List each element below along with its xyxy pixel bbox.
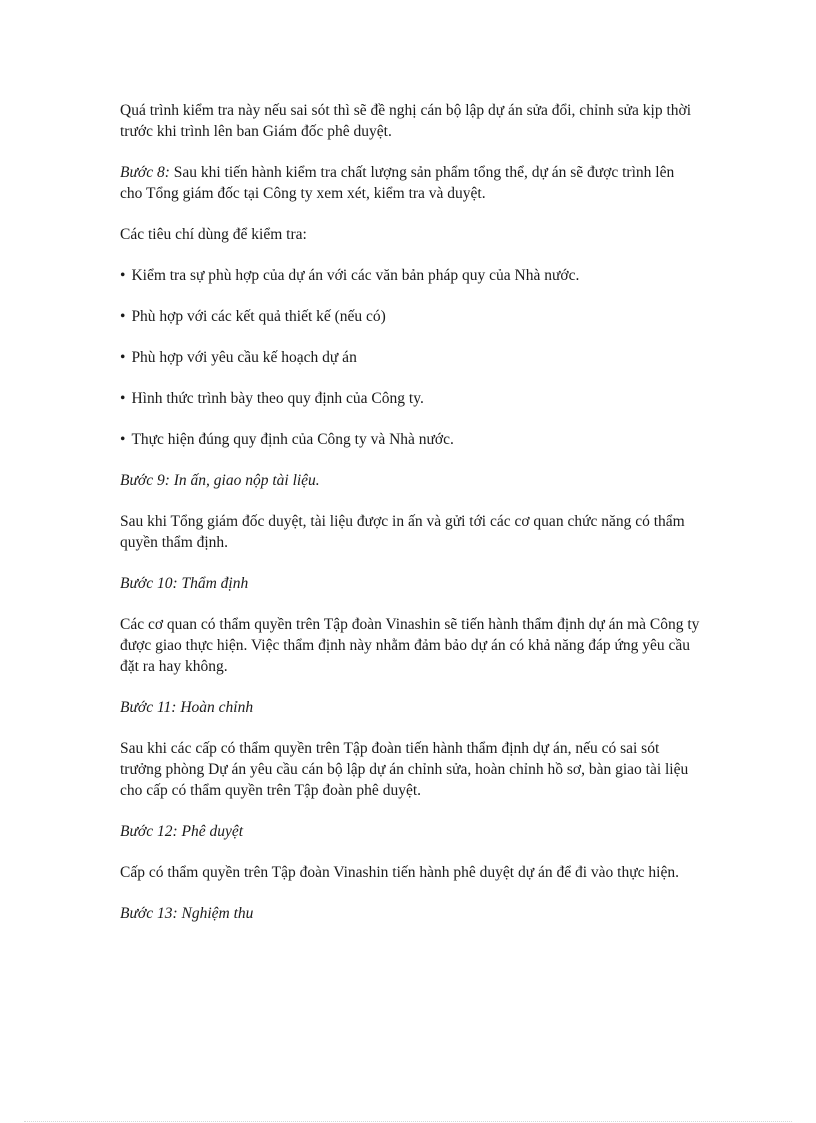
step-9-heading: Bước 9: In ấn, giao nộp tài liệu.	[120, 472, 320, 489]
step-9-text: Sau khi Tổng giám đốc duyệt, tài liệu được in ấn và gửi tới các cơ quan chức năng có thẩm quyền thẩm định.	[120, 513, 685, 551]
step-11-heading: Bước 11: Hoàn chỉnh	[120, 699, 254, 716]
step-10-heading: Bước 10: Thẩm định	[120, 575, 249, 592]
document-body	[120, 100, 700, 944]
criteria-item	[120, 265, 700, 286]
page-bottom-divider	[24, 1121, 792, 1122]
step-8-paragraph	[120, 162, 700, 204]
step-12-text: Cấp có thẩm quyền trên Tập đoàn Vinashin tiến hành phê duyệt dự án để đi vào thực hiện.	[120, 864, 679, 881]
bullet-icon: •	[120, 431, 126, 448]
step-11-text: Sau khi các cấp có thẩm quyền trên Tập đoàn tiến hành thẩm định dự án, nếu có sai sót trưởng phòng Dự án yêu cầu cán bộ lập dự án chỉnh sửa, hoàn chỉnh hồ sơ, bàn giao tài liệu cho cấp có thẩm quyền trên Tập đoàn phê duyệt.	[120, 740, 689, 799]
bullet-icon: •	[120, 390, 126, 407]
criteria-item-text: Phù hợp với yêu cầu kế hoạch dự án	[131, 349, 357, 366]
criteria-item-text: Hình thức trình bày theo quy định của Công ty.	[131, 390, 424, 407]
bullet-icon: •	[120, 308, 126, 325]
bullet-icon: •	[120, 349, 126, 366]
criteria-item-text: Phù hợp với các kết quả thiết kế (nếu có)	[131, 308, 386, 325]
criteria-item-text: Thực hiện đúng quy định của Công ty và Nhà nước.	[131, 431, 454, 448]
step-8-label: Bước 8:	[120, 164, 170, 181]
bullet-icon: •	[120, 267, 126, 284]
criteria-item	[120, 306, 700, 327]
criteria-item	[120, 347, 700, 368]
step-13-heading: Bước 13: Nghiệm thu	[120, 905, 254, 922]
step-8-text: Sau khi tiến hành kiểm tra chất lượng sản phẩm tổng thể, dự án sẽ được trình lên cho Tổng giám đốc tại Công ty xem xét, kiểm tra và duyệt.	[120, 164, 675, 202]
step-12-heading: Bước 12: Phê duyệt	[120, 823, 244, 840]
criteria-item-text: Kiểm tra sự phù hợp của dự án với các văn bản pháp quy của Nhà nước.	[131, 267, 580, 284]
criteria-intro: Các tiêu chí dùng để kiểm tra:	[120, 226, 307, 243]
criteria-item	[120, 429, 700, 450]
step-10-text: Các cơ quan có thẩm quyền trên Tập đoàn Vinashin sẽ tiến hành thẩm định dự án mà Công ty được giao thực hiện. Việc thẩm định này nhằm đảm bảo dự án có khả năng đáp ứng yêu cầu đặt ra hay không.	[120, 616, 700, 675]
criteria-item	[120, 388, 700, 409]
intro-paragraph: Quá trình kiểm tra này nếu sai sót thì sẽ đề nghị cán bộ lập dự án sửa đổi, chỉnh sửa kịp thời trước khi trình lên ban Giám đốc phê duyệt.	[120, 102, 692, 140]
